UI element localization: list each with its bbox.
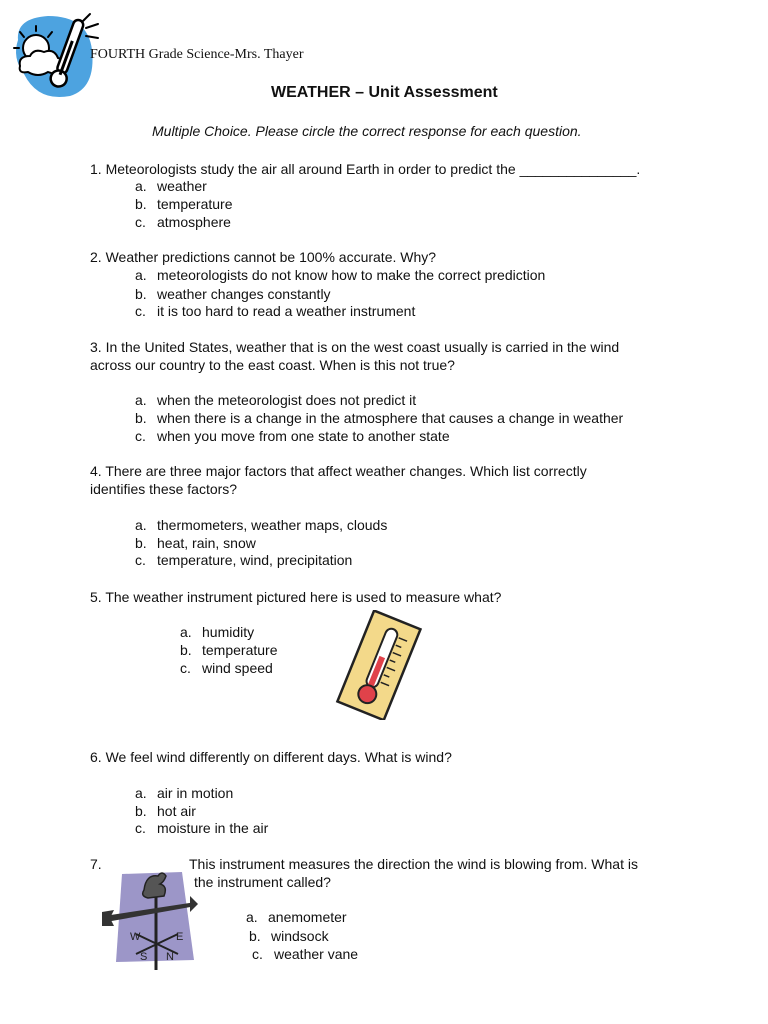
question-2-option-b[interactable] — [135, 285, 331, 303]
option-letter: c. — [180, 660, 191, 676]
question-2-option-a[interactable] — [135, 266, 545, 284]
question-1-option-c[interactable] — [135, 213, 231, 231]
thermometer-icon — [326, 610, 430, 720]
page-title: WEATHER – Unit Assessment — [271, 84, 498, 101]
option-letter: c. — [135, 820, 146, 836]
question-1-text: 1. Meteorologists study the air all around Earth in order to predict the _______________. — [90, 161, 641, 177]
option-letter: a. — [180, 624, 192, 640]
question-2-option-c[interactable] — [135, 302, 415, 320]
question-3-text-line-2: across our country to the east coast. When is this not true? — [90, 357, 455, 373]
course-header: FOURTH Grade Science-Mrs. Thayer — [90, 47, 304, 62]
option-text: temperature, wind, precipitation — [157, 552, 353, 568]
question-2-text: 2. Weather predictions cannot be 100% accurate. Why? — [90, 249, 437, 265]
question-6-text: 6. We feel wind differently on different days. What is wind? — [90, 749, 452, 765]
question-7-number: 7. — [90, 856, 102, 872]
option-text: when there is a change in the atmosphere that causes a change in weather — [157, 410, 624, 426]
question-3-option-c[interactable] — [135, 427, 450, 445]
option-letter: a. — [135, 178, 147, 194]
option-text: humidity — [202, 624, 255, 640]
option-text: weather — [157, 178, 207, 194]
svg-text:N: N — [166, 951, 174, 963]
instructions: Multiple Choice. Please circle the correct response for each question. — [152, 123, 582, 139]
option-letter: c. — [135, 428, 146, 444]
option-text: weather changes constantly — [157, 286, 331, 302]
question-4-option-b[interactable] — [135, 534, 256, 552]
question-4-option-a[interactable] — [135, 516, 387, 534]
option-letter: a. — [135, 392, 147, 408]
option-letter: b. — [135, 196, 147, 212]
question-3-option-b[interactable] — [135, 409, 623, 427]
question-4-option-c[interactable] — [135, 551, 352, 569]
option-letter: b. — [135, 410, 147, 426]
option-text: atmosphere — [157, 214, 231, 230]
question-6-option-b[interactable] — [135, 802, 196, 820]
option-text: when the meteorologist does not predict it — [157, 392, 417, 408]
question-5-text: 5. The weather instrument pictured here is used to measure what? — [90, 589, 502, 605]
question-7-option-a[interactable] — [246, 908, 347, 926]
weather-vane-icon — [100, 866, 200, 972]
question-1-option-b[interactable] — [135, 195, 232, 213]
option-text: thermometers, weather maps, clouds — [157, 517, 388, 533]
option-text: temperature — [157, 196, 233, 212]
question-6-option-a[interactable] — [135, 784, 233, 802]
question-4-text-line-2: identifies these factors? — [90, 481, 238, 497]
question-5-option-b[interactable] — [180, 641, 277, 659]
option-letter: c. — [135, 214, 146, 230]
question-5-option-c[interactable] — [180, 659, 273, 677]
svg-text:W: W — [130, 931, 141, 943]
option-letter: a. — [246, 909, 258, 925]
option-letter: b. — [180, 642, 192, 658]
option-text: wind speed — [202, 660, 273, 676]
option-text: hot air — [157, 803, 196, 819]
option-letter: c. — [135, 552, 146, 568]
svg-text:S: S — [140, 951, 148, 963]
question-7-text-line-1: This instrument measures the direction the wind is blowing from. What is — [189, 856, 638, 872]
option-letter: c. — [252, 946, 263, 962]
option-letter: c. — [135, 303, 146, 319]
option-letter: b. — [135, 803, 147, 819]
option-text: it is too hard to read a weather instrument — [157, 303, 416, 319]
question-1-option-a[interactable] — [135, 177, 207, 195]
option-text: temperature — [202, 642, 278, 658]
question-7-option-c[interactable] — [252, 945, 358, 963]
question-3-option-a[interactable] — [135, 391, 416, 409]
question-3-text-line-1: 3. In the United States, weather that is on the west coast usually is carried in the wind — [90, 339, 620, 355]
option-text: meteorologists do not know how to make the correct prediction — [157, 267, 546, 283]
option-text: heat, rain, snow — [157, 535, 256, 551]
option-letter: a. — [135, 267, 147, 283]
option-letter: b. — [135, 535, 147, 551]
option-letter: a. — [135, 517, 147, 533]
option-letter: b. — [135, 286, 147, 302]
option-text: windsock — [271, 928, 329, 944]
option-text: weather vane — [274, 946, 359, 962]
question-5-option-a[interactable] — [180, 623, 254, 641]
option-letter: a. — [135, 785, 147, 801]
option-letter: b. — [249, 928, 261, 944]
question-7-option-b[interactable] — [249, 927, 329, 945]
question-6-option-c[interactable] — [135, 819, 268, 837]
question-4-text-line-1: 4. There are three major factors that affect weather changes. Which list correctly — [90, 463, 587, 479]
option-text: anemometer — [268, 909, 347, 925]
option-text: moisture in the air — [157, 820, 269, 836]
question-7-text-line-2: the instrument called? — [194, 874, 331, 890]
option-text: when you move from one state to another state — [157, 428, 450, 444]
svg-text:E: E — [176, 931, 184, 943]
option-text: air in motion — [157, 785, 234, 801]
